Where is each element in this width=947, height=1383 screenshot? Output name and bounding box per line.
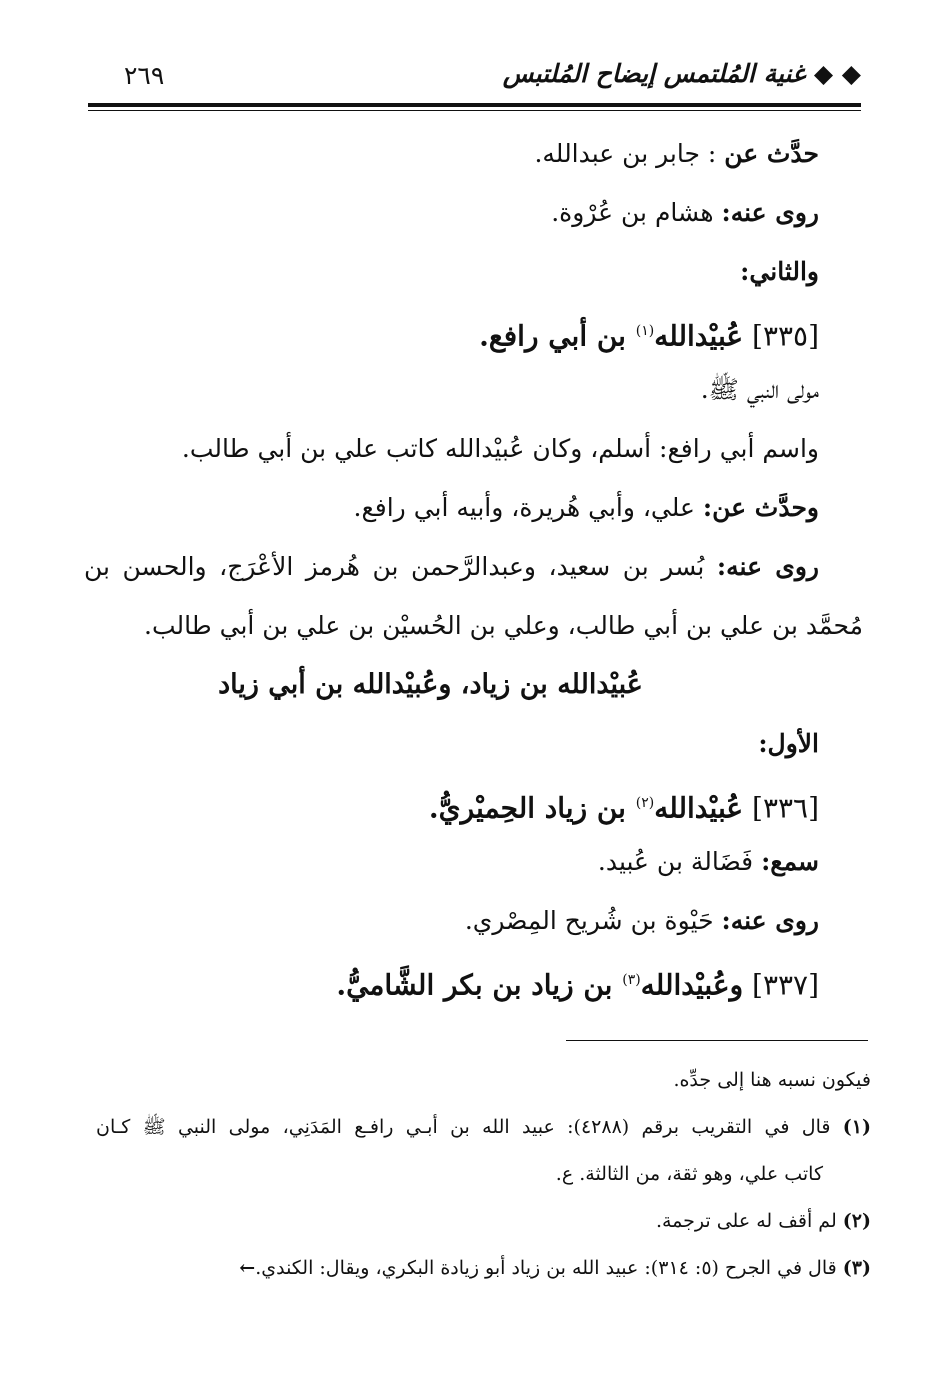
footnote-line: فيكون نسبه هنا إلى جدِّه. bbox=[673, 1069, 871, 1091]
footnotes bbox=[96, 1060, 871, 1295]
header-rule-thick bbox=[88, 103, 861, 107]
page-number: ٢٦٩ bbox=[124, 61, 165, 90]
entry-heading-337: [٣٣٧] وعُبيْدالله$^{(٣)}$ بن زياد بن بكر الشَّاميُّ. bbox=[336, 968, 819, 1002]
text-line: واسم أبي رافع: أسلم، وكان عُبيْدالله كاتب علي بن أبي طالب. bbox=[181, 434, 819, 463]
text-line: سمع: فَضَالة بن عُبيد. bbox=[597, 847, 819, 876]
page-header bbox=[88, 55, 861, 99]
continuation-arrow-icon: ← bbox=[239, 1257, 256, 1279]
text-line: مولى النبي ﷺ. bbox=[700, 375, 819, 404]
header-rule-thin bbox=[88, 110, 861, 111]
running-title: ◆ ◆ غنية المُلتمس إيضاح المُلتبس bbox=[502, 59, 861, 88]
entry-heading-335: [٣٣٥] عُبيْدالله$^{(١)}$ بن أبي رافع. bbox=[479, 319, 819, 353]
footnote-separator bbox=[566, 1040, 868, 1041]
text-line: روى عنه: بُسر بن سعيد، وعبدالرَّحمن بن هُرمز الأعْرَج، والحسن بن bbox=[84, 552, 819, 581]
footnote-2: (٢) لم أقف له على ترجمة. bbox=[655, 1210, 871, 1232]
text-line: والثاني: bbox=[740, 257, 819, 286]
text-line: الأول: bbox=[758, 729, 819, 758]
text-line: مُحمَّد بن علي بن أبي طالب، وعلي بن الحُسيْن بن علي بن أبي طالب. bbox=[144, 611, 863, 640]
entry-heading-336: [٣٣٦] عُبيْدالله$^{(٢)}$ بن زياد الحِميْريُّ. bbox=[428, 791, 819, 825]
main-text bbox=[84, 128, 863, 1013]
text-line: حدَّث عن : جابر بن عبدالله. bbox=[534, 139, 819, 168]
footnote-line: كاتب علي، وهو ثقة، من الثالثة. ع. bbox=[555, 1163, 823, 1185]
text-line: وحدَّث عن: علي، وأبي هُريرة، وأبيه أبي رافع. bbox=[353, 493, 819, 522]
section-title: عُبيْدالله بن زياد، وعُبيْدالله بن أبي زياد bbox=[218, 669, 643, 700]
text-line: روى عنه: حَيْوة بن شُريح المِصْري. bbox=[464, 906, 819, 935]
text-line: روى عنه: هشام بن عُرْوة. bbox=[551, 198, 819, 227]
footnote-3: (٣) قال في الجرح (٥: ٣١٤): عبيد الله بن زياد أبو زيادة البكري، ويقال: الكندي.← bbox=[239, 1257, 871, 1279]
footnote-1: (١) قال في التقريب برقم (٤٢٨٨): عبيد الله بن أبـي رافـع المَدَنِي، مولى النبي ﷺ كـان bbox=[96, 1116, 871, 1138]
